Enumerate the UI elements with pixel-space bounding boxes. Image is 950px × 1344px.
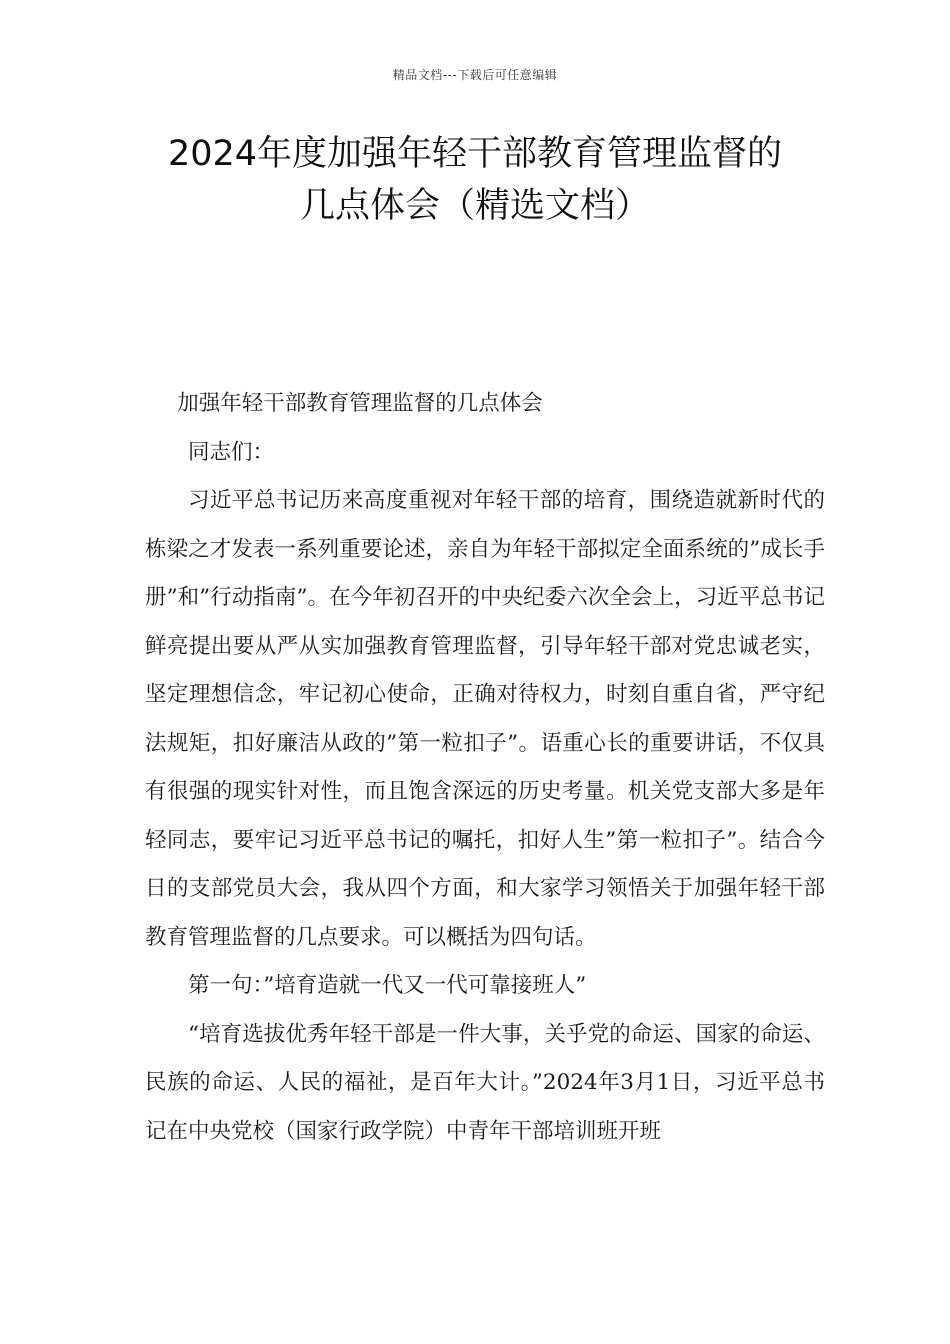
paragraph-2: “培育选拔优秀年轻干部是一件大事，关乎党的命运、国家的命运、民族的命运、人民的福祉，是百年大计。”2024年3月1日，习近平总书记在中央党校（国家行政学院）中青年干部培训班开班 xyxy=(145,1021,825,1144)
body-subtitle: 加强年轻干部教育管理监督的几点体会 xyxy=(177,391,543,416)
salutation: 同志们： xyxy=(188,439,275,465)
section-heading-1: 第一句：”培育造就一代又一代可靠接班人” xyxy=(188,973,587,998)
document-body xyxy=(145,380,825,1156)
header-note: 精品文档---下载后可任意编辑 xyxy=(392,68,558,82)
document-title xyxy=(100,128,850,232)
paragraph-1: 习近平总书记历来高度重视对年轻干部的培育，围绕造就新时代的栋梁之才发表一系列重要论述，亲自为年轻干部拟定全面系统的”成长手册”和”行动指南”。在今年初召开的中央纪委六次全会上，习近平总书记鲜亮提出要从严从实加强教育管理监督，引导年轻干部对党忠诚老实，坚定理想信念，牢记初心使命，正确对待权力，时刻自重自省，严守纪法规矩，扣好廉洁从政的”第一粒扣子”。语重心长的重要讲话，不仅具有很强的现实针对性，而且饱含深远的历史考量。机关党支部大多是年轻同志，要牢记习近平总书记的嘱托，扣好人生”第一粒扣子”。结合今日的支部党员大会，我从四个方面，和大家学习领悟关于加强年轻干部教育管理监督的几点要求。可以概括为四句话。 xyxy=(145,488,825,950)
title-line-2: 几点体会（精选文档） xyxy=(299,186,650,226)
title-line-1: 2024年度加强年轻干部教育管理监督的 xyxy=(167,134,783,174)
